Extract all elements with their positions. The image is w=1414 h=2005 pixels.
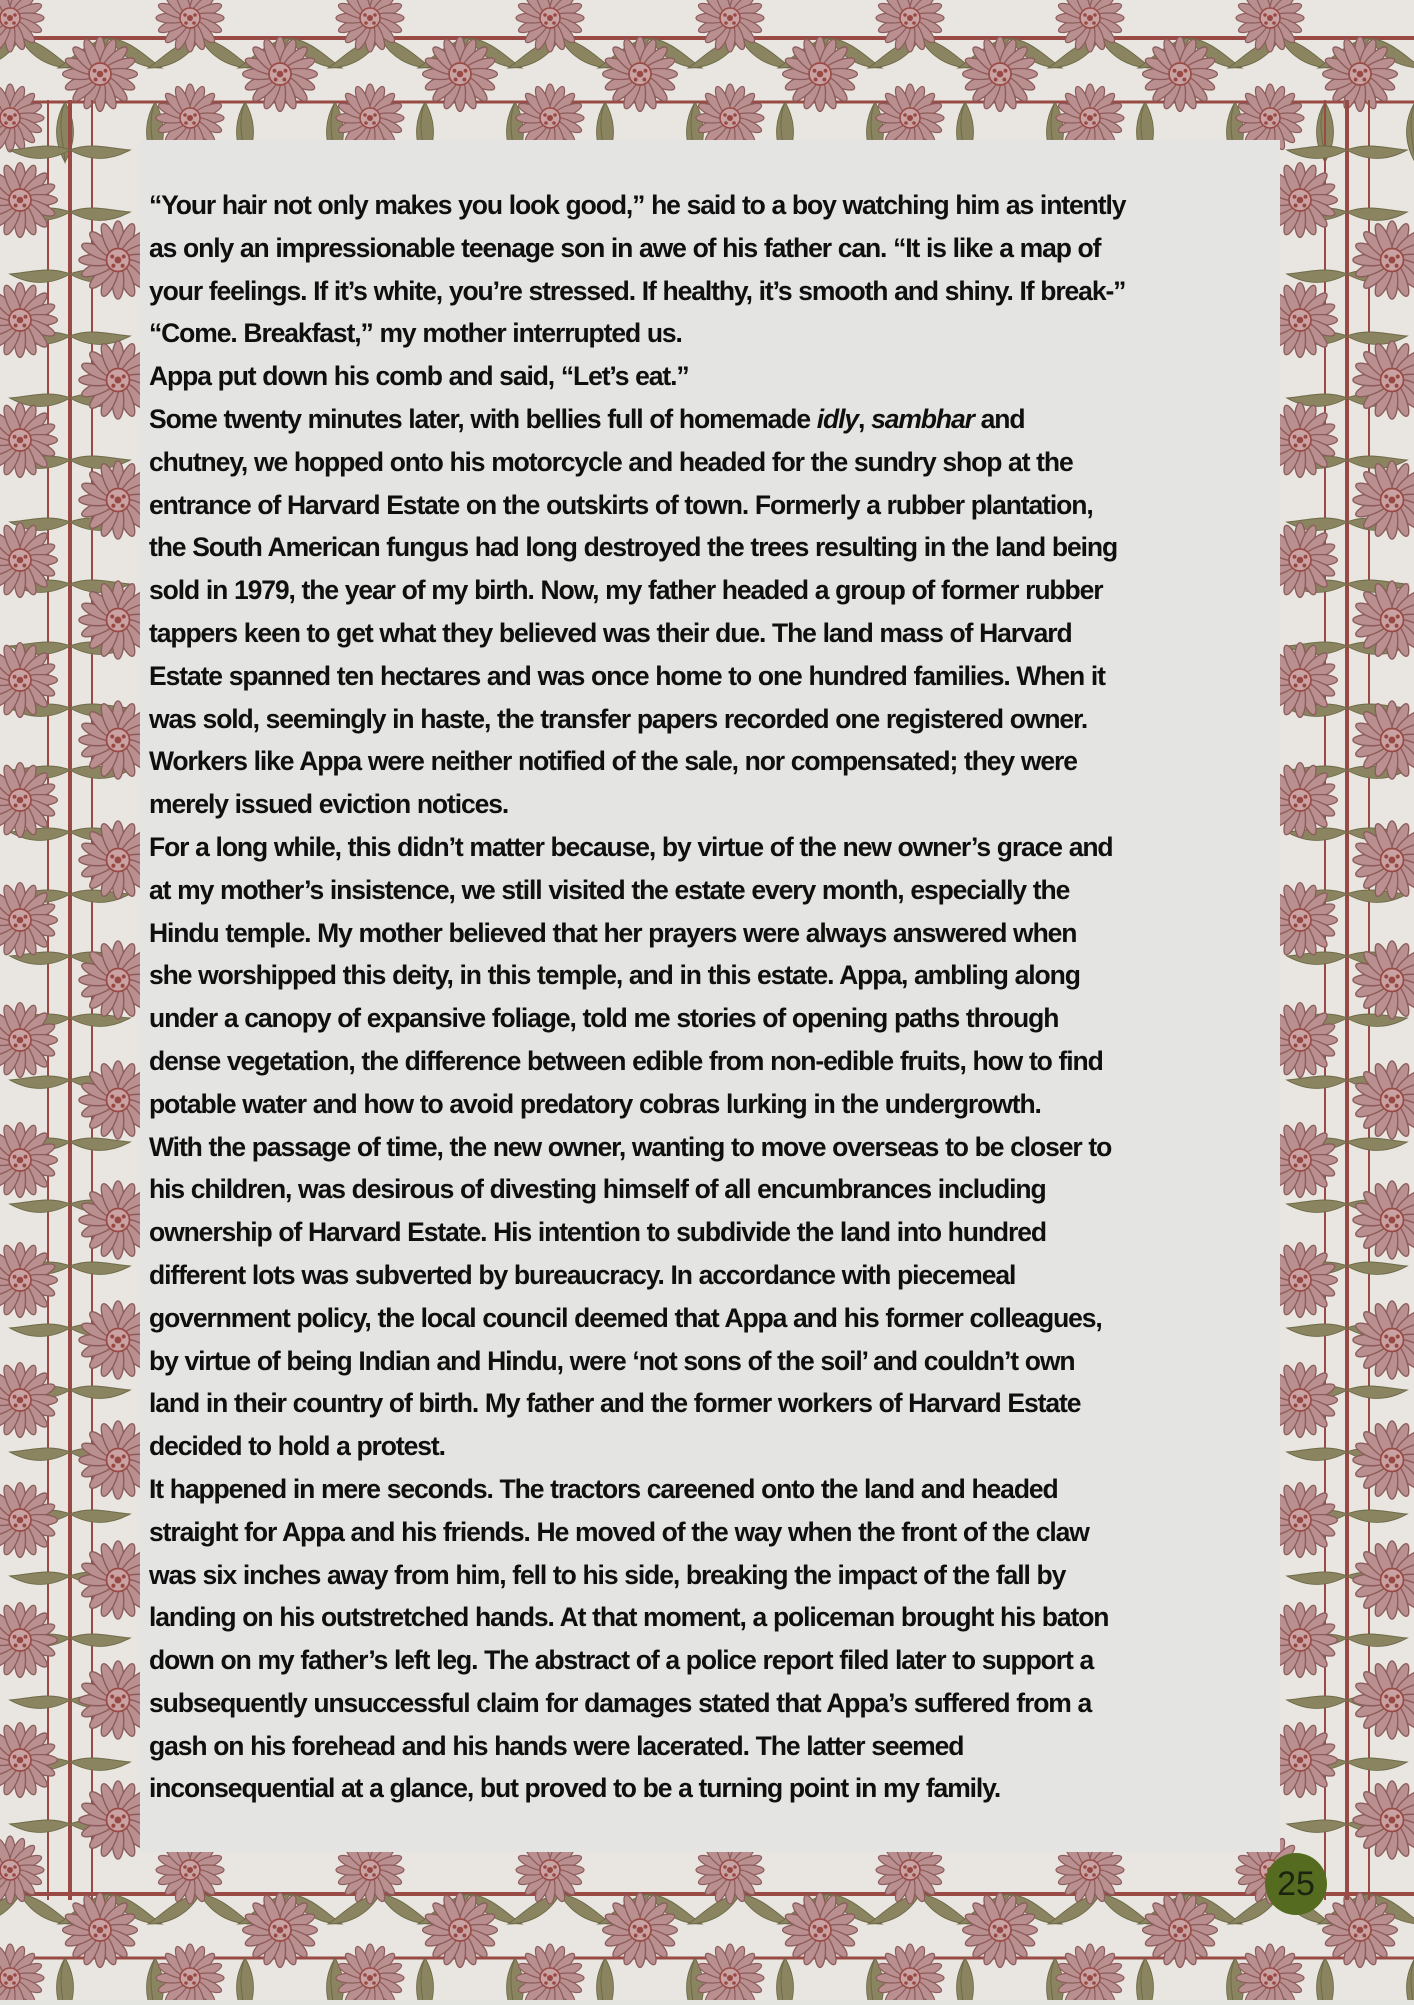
flower-icon [1236,1944,1304,2000]
leaf-icon [10,1674,70,1726]
text-line: Appa put down his comb and said, “Let’s eat.” [149,361,689,392]
flower-icon [1353,1661,1414,1739]
text-span: and [973,403,1025,434]
flower-icon [63,1893,138,1968]
flower-icon [603,37,678,112]
leaf-icon [1287,1798,1347,1850]
text-line: different lots was subverted by bureaucracy. In accordance with piecemeal [149,1259,1016,1290]
flower-icon [696,1944,764,2000]
text-line: as only an impressionable teenage son in awe of his father can. “It is like a map of [149,232,1101,263]
text-line: subsequently unsuccessful claim for damages stated that Appa’s suffered from a [149,1687,1092,1718]
leaf-icon [39,1958,91,2000]
text-line: Hindu temple. My mother believed that her prayers were always answered when [149,917,1077,948]
text-line: was sold, seemingly in haste, the transfer papers recorded one registered owner. [149,703,1088,734]
flower-icon [1353,341,1414,419]
leaf-icon [579,1958,631,2000]
text-line: landing on his outstretched hands. At that moment, a policeman brought his baton [149,1602,1109,1633]
text-line: dense vegetation, the difference between edible from non-edible fruits, how to find [149,1045,1103,1076]
leaf-icon [219,1958,271,2000]
text-line: It happened in mere seconds. The tractors careened onto the land and headed [149,1473,1058,1504]
text-line: “Come. Breakfast,” my mother interrupted us. [149,318,682,349]
leaf-icon [70,1736,130,1788]
text-line: by virtue of being Indian and Hindu, were ‘not sons of the soil’ and couldn’t own [149,1345,1075,1376]
text-line: inconsequential at a glance, but proved to be a turning point in my family. [149,1773,1001,1804]
flower-icon [0,84,44,152]
flower-icon [1353,1061,1414,1139]
flower-icon [1143,37,1218,112]
flower-icon [603,1893,678,1968]
text-span: , [858,403,872,434]
flower-icon [1353,221,1414,299]
text-line: “Your hair not only makes you look good,” he said to a boy watching him as intently [149,190,1126,220]
flower-icon [243,37,318,112]
text-line: was six inches away from him, fell to his side, breaking the impact of the fall by [149,1559,1066,1590]
text-line: at my mother’s insistence, we still visited the estate every month, especially the [149,874,1070,905]
flower-icon [1353,1541,1414,1619]
text-span: Some twenty minutes later, with bellies full of homemade [149,403,817,434]
leaf-icon [1287,1550,1347,1602]
text-line: entrance of Harvard Estate on the outskirts of town. Formerly a rubber plantation, [149,489,1093,520]
flower-icon [1143,1893,1218,1968]
text-line: Estate spanned ten hectares and was once home to one hundred families. When it [149,660,1105,691]
flower-icon [963,1893,1038,1968]
text-line: government policy, the local council deemed that Appa and his former colleagues, [149,1302,1102,1333]
flower-icon [1056,1944,1124,2000]
flower-icon [1323,1893,1398,1968]
flower-icon [963,37,1038,112]
flower-icon [1353,1181,1414,1259]
leaf-icon [939,1958,991,2000]
leaf-icon [1347,1612,1407,1664]
flower-icon [783,37,858,112]
text-line: With the passage of time, the new owner, wanting to move overseas to be closer to [149,1131,1112,1162]
text-line: she worshipped this deity, in this temple, and in this estate. Appa, ambling along [149,960,1080,991]
leaf-icon [1299,1958,1351,2000]
flower-icon [1353,1301,1414,1379]
leaf-icon [399,1958,451,2000]
text-line: down on my father’s left leg. The abstract of a police report filed later to support a [149,1645,1094,1676]
flower-icon [243,1893,318,1968]
leaf-icon [759,1958,811,2000]
text-line: under a canopy of expansive foliage, told me stories of opening paths through [149,1003,1059,1034]
text-line: his children, was desirous of divesting himself of all encumbrances including [149,1174,1046,1205]
flower-icon [0,1944,44,2000]
text-line: gash on his forehead and his hands were lacerated. The latter seemed [149,1730,964,1761]
leaf-icon [1287,1674,1347,1726]
flower-icon [63,37,138,112]
flower-icon [1353,1421,1414,1499]
text-line: tappers keen to get what they believed was their due. The land mass of Harvard [149,617,1072,648]
flower-icon [1353,1781,1414,1859]
flower-icon [1323,37,1398,112]
text-line: sold in 1979, the year of my birth. Now, my father headed a group of former rubber [149,575,1103,606]
text-line: Workers like Appa were neither notified of the sale, nor compensated; they were [149,746,1077,777]
leaf-icon [1347,124,1407,176]
text-line: your feelings. If it’s white, you’re stressed. If healthy, it’s smooth and shiny. If break-” [149,275,1126,306]
text-line: decided to hold a protest. [149,1431,445,1462]
flower-icon [783,1893,858,1968]
text-line: For a long while, this didn’t matter because, by virtue of the new owner’s grace and [149,831,1113,862]
leaf-icon [70,1612,130,1664]
flower-icon [423,1893,498,1968]
flower-icon [156,1944,224,2000]
text-line: ownership of Harvard Estate. His intention to subdivide the land into hundred [149,1217,1046,1248]
leaf-icon [1119,1958,1171,2000]
text-line: potable water and how to avoid predatory cobras lurking in the undergrowth. [149,1088,1041,1119]
text-line: the South American fungus had long destroyed the trees resulting in the land being [149,532,1118,563]
text-line-with-italics [149,398,1267,441]
flower-icon [423,37,498,112]
text-line: land in their country of birth. My father and the former workers of Harvard Estate [149,1388,1081,1419]
flower-icon [876,1944,944,2000]
text-line: straight for Appa and his friends. He moved of the way when the front of the claw [149,1516,1089,1547]
leaf-icon [70,124,130,176]
leaf-icon [1347,1736,1407,1788]
italic-word-idly: idly [816,403,859,434]
text-line: merely issued eviction notices. [149,789,509,820]
flower-icon [336,1944,404,2000]
page-number-badge: 25 [1265,1853,1327,1915]
text-line: chutney, we hopped onto his motorcycle and headed for the sundry shop at the [149,446,1073,477]
italic-word-sambhar: sambhar [871,403,974,434]
leaf-icon [1389,1958,1414,2000]
flower-icon [516,1944,584,2000]
story-text [149,184,1267,1810]
